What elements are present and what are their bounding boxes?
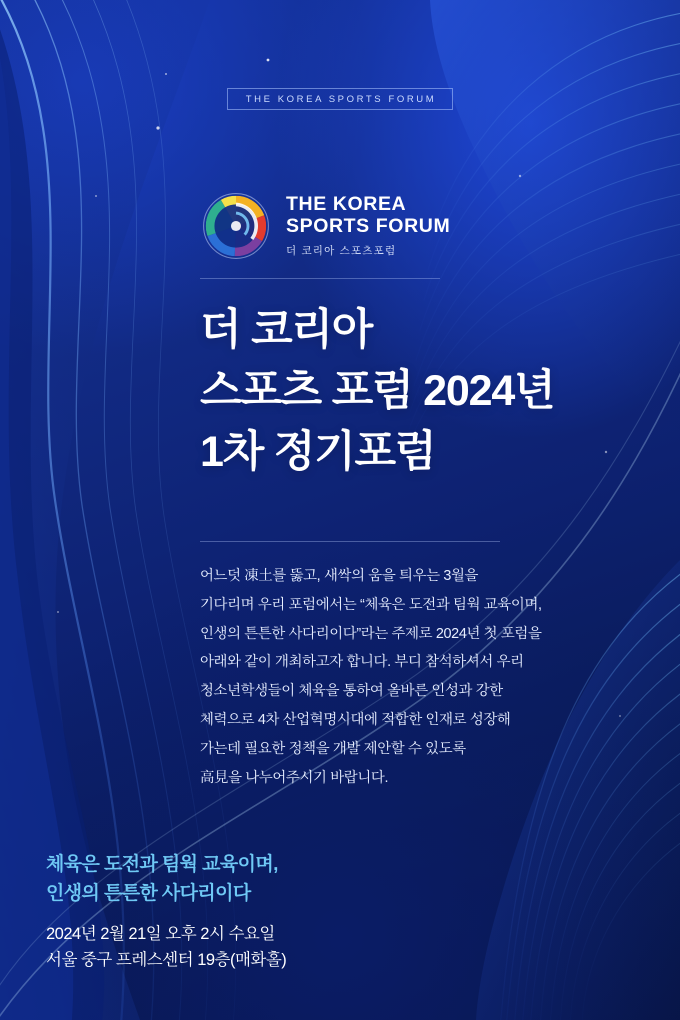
page-title-line3: 1차 정기포럼 [200,428,436,477]
brand-logo-text [286,194,450,258]
event-details [46,850,286,974]
divider-top [200,278,440,279]
invitation-line: 아래와 같이 개최하고자 합니다. 부디 참석하셔서 우리 [200,654,524,671]
invitation-line: 高見을 나누어주시기 바랍니다. [200,769,389,786]
kicker-banner [0,88,680,110]
page-title-line2: 스포츠 포럼 2024년 [200,367,555,416]
brand-logo [200,190,450,262]
invitation-body [200,562,640,793]
invitation-line: 청소년학생들이 체육을 통하여 올바른 인성과 강한 [200,683,503,700]
kicker-text: THE KOREA SPORTS FORUM [227,88,454,110]
invitation-line: 기다리며 우리 포럼에서는 “체육은 도전과 팀웍 교육이며, [200,596,542,613]
forum-theme [46,850,286,909]
forum-theme-line2: 인생의 튼튼한 사다리이다 [46,883,251,905]
divider-middle [200,541,500,542]
invitation-line: 가는데 필요한 정책을 개발 제안할 수 있도록 [200,740,466,757]
event-datetime: 2024년 2월 21일 오후 2시 수요일 [46,924,275,943]
forum-theme-line1: 체육은 도전과 팀웍 교육이며, [46,853,278,875]
invitation-line: 어느덧 凍土를 뚫고, 새싹의 움을 틔우는 3월을 [200,568,479,584]
korea-sports-forum-logo-icon [200,190,272,262]
brand-name-en-line2: SPORTS FORUM [286,215,451,237]
event-venue: 서울 중구 프레스센터 19층(매화홀) [46,951,287,970]
event-logistics [46,921,286,974]
brand-name-en [286,194,450,238]
invitation-line: 체력으로 4차 산업혁명시대에 적합한 인재로 성장해 [200,712,511,729]
page-title-line1: 더 코리아 [200,306,373,354]
invitation-line: 인생의 튼튼한 사다리이다”라는 주제로 2024년 첫 포럼을 [200,625,542,642]
page-title [200,300,554,483]
brand-name-kr: 더 코리아 스포츠포럼 [286,244,397,257]
brand-name-en-line1: THE KOREA [286,193,407,216]
